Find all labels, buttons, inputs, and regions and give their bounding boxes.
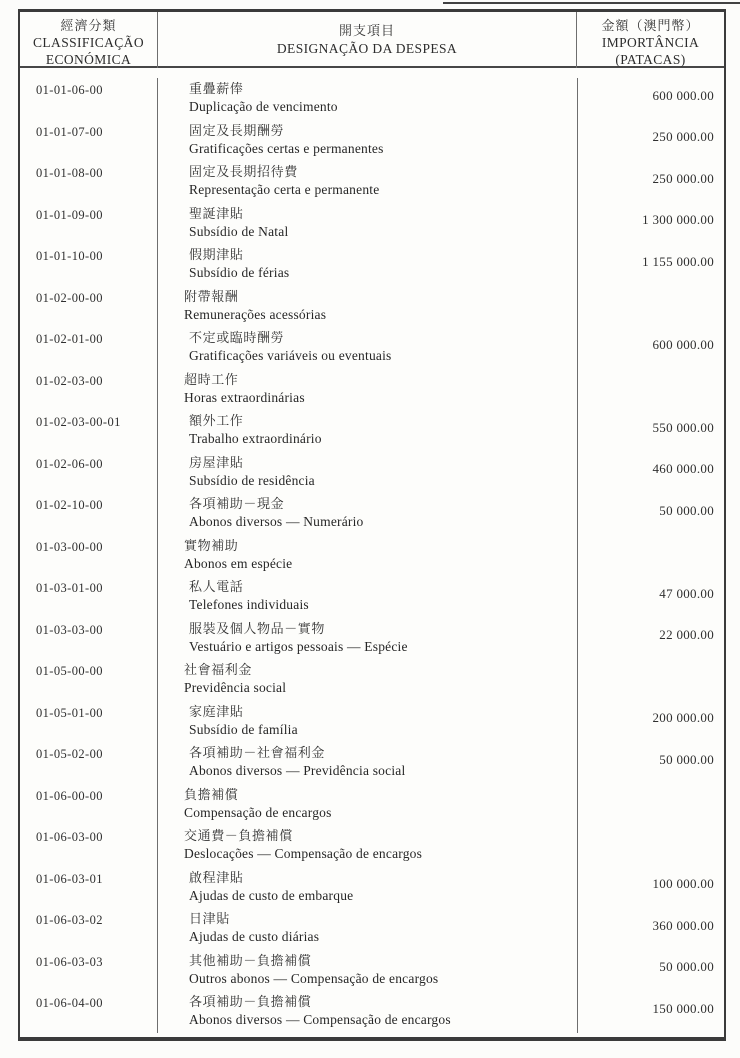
- table-row: [20, 784, 724, 826]
- designation-portuguese: Remunerações acessórias: [184, 306, 327, 322]
- designation-portuguese: Ajudas de custo de embarque: [189, 887, 354, 903]
- table-row: [20, 493, 724, 535]
- expense-designation: [157, 991, 577, 1033]
- classification-code: 01-06-03-02: [36, 913, 103, 927]
- designation-chinese: 日津貼: [189, 911, 230, 926]
- designation-portuguese: Trabalho extraordinário: [189, 431, 322, 446]
- classification-code: 01-02-06-00: [36, 456, 103, 471]
- header-col2-zh: 開支項目: [338, 23, 395, 38]
- amount-value: 460 000.00: [577, 452, 724, 494]
- designation-chinese: 不定或臨時酬勞: [189, 330, 285, 345]
- header-col1-pt-line2: ECONÓMICA: [45, 52, 132, 67]
- designation-portuguese: Subsídio de família: [189, 721, 298, 737]
- designation-chinese: 固定及長期招待費: [189, 164, 298, 179]
- designation-chinese: 額外工作: [189, 413, 244, 428]
- table-row: [20, 535, 724, 577]
- table-row: [20, 950, 724, 992]
- amount-value: 150 000.00: [577, 991, 724, 1033]
- expense-designation: [157, 742, 577, 784]
- designation-chinese: 房屋津貼: [189, 454, 244, 470]
- classification-code: 01-06-04-00: [36, 996, 103, 1010]
- amount-value: 50 000.00: [577, 742, 724, 784]
- designation-chinese: 各項補助－負擔補償: [189, 994, 312, 1009]
- amount-value: 600 000.00: [577, 327, 724, 369]
- designation-portuguese: Abonos em espécie: [184, 555, 293, 571]
- expense-designation: [157, 161, 577, 203]
- table-row: [20, 908, 724, 950]
- amount-value: 360 000.00: [577, 908, 724, 950]
- expense-designation: [157, 369, 577, 411]
- designation-chinese: 私人電話: [189, 579, 244, 594]
- classification-code: 01-03-00-00: [36, 539, 103, 554]
- designation-portuguese: Previdência social: [184, 680, 287, 695]
- classification-code: 01-01-08-00: [36, 166, 103, 180]
- amount-value: 250 000.00: [577, 161, 724, 203]
- header-col1-pt-line1: CLASSIFICAÇÃO: [33, 35, 144, 50]
- expense-designation: [157, 78, 577, 120]
- amount-value: 50 000.00: [577, 493, 724, 535]
- designation-chinese: 重疊薪俸: [189, 81, 244, 96]
- table-row: [20, 286, 724, 328]
- amount-value: 550 000.00: [577, 410, 724, 452]
- classification-code: 01-01-06-00: [36, 83, 103, 97]
- expense-designation: [157, 576, 577, 618]
- expense-designation: [157, 410, 577, 452]
- designation-chinese: 家庭津貼: [189, 703, 244, 719]
- table-row: [20, 120, 724, 162]
- designation-portuguese: Subsídio de férias: [189, 265, 290, 280]
- header-col3-zh: 金額（澳門幣）: [601, 18, 700, 33]
- amount-value: [577, 286, 724, 328]
- amount-value: 250 000.00: [577, 120, 724, 162]
- classification-code: 01-03-03-00: [36, 622, 103, 637]
- classification-code: 01-06-00-00: [36, 788, 103, 803]
- amount-value: [577, 784, 724, 826]
- classification-code: 01-06-03-01: [36, 871, 103, 886]
- designation-portuguese: Horas extraordinárias: [184, 389, 305, 405]
- designation-portuguese: Compensação de encargos: [184, 804, 332, 820]
- designation-portuguese: Gratificações variáveis ou eventuais: [189, 348, 392, 363]
- designation-portuguese: Subsídio de Natal: [189, 223, 289, 239]
- header-col3-pt-line1: IMPORTÂNCIA: [601, 35, 700, 50]
- expense-designation: [157, 950, 577, 992]
- expense-designation: [157, 203, 577, 245]
- classification-code: 01-02-03-00-01: [36, 415, 121, 429]
- designation-chinese: 服裝及個人物品－實物: [189, 620, 326, 636]
- designation-portuguese: Abonos diversos — Compensação de encargos: [189, 1012, 451, 1027]
- designation-portuguese: Abonos diversos — Numerário: [189, 514, 364, 529]
- designation-portuguese: Vestuário e artigos pessoais — Espécie: [189, 638, 408, 654]
- budget-table: [18, 9, 726, 1041]
- amount-value: [577, 825, 724, 867]
- amount-value: [577, 535, 724, 577]
- classification-code: 01-05-00-00: [36, 664, 103, 678]
- classification-code: 01-02-03-00: [36, 373, 103, 388]
- table-row: [20, 327, 724, 369]
- header-classification-economica: [20, 12, 157, 68]
- classification-code: 01-06-03-03: [36, 954, 103, 969]
- designation-chinese: 聖誕津貼: [189, 205, 244, 221]
- amount-value: 47 000.00: [577, 576, 724, 618]
- expense-designation: [157, 825, 577, 867]
- table-row: [20, 867, 724, 909]
- table-row: [20, 410, 724, 452]
- table-row: [20, 203, 724, 245]
- table-row: [20, 369, 724, 411]
- expense-designation: [157, 618, 577, 660]
- classification-code: 01-05-01-00: [36, 705, 103, 720]
- designation-portuguese: Outros abonos — Compensação de encargos: [189, 970, 439, 986]
- designation-chinese: 附帶報酬: [184, 288, 239, 304]
- table-row: [20, 991, 724, 1033]
- designation-chinese: 社會福利金: [184, 662, 253, 677]
- table-row: [20, 576, 724, 618]
- designation-chinese: 負擔補償: [184, 786, 239, 802]
- classification-code: 01-02-01-00: [36, 332, 103, 346]
- table-row: [20, 618, 724, 660]
- expense-designation: [157, 908, 577, 950]
- amount-value: 200 000.00: [577, 701, 724, 743]
- designation-portuguese: Subsídio de residência: [189, 472, 315, 488]
- header-col1-zh: 經濟分類: [60, 18, 117, 33]
- classification-code: 01-06-03-00: [36, 830, 103, 844]
- designation-portuguese: Gratificações certas e permanentes: [189, 140, 384, 156]
- table-row: [20, 659, 724, 701]
- expense-designation: [157, 286, 577, 328]
- designation-chinese: 實物補助: [184, 537, 239, 553]
- classification-code: 01-05-02-00: [36, 747, 103, 761]
- designation-portuguese: Duplicação de vencimento: [189, 99, 338, 114]
- table-row: [20, 742, 724, 784]
- designation-portuguese: Abonos diversos — Previdência social: [189, 763, 406, 778]
- table-row: [20, 244, 724, 286]
- header-importancia-patacas: [577, 12, 724, 68]
- table-row: [20, 452, 724, 494]
- table-header-row: [20, 12, 724, 68]
- table-row: [20, 78, 724, 120]
- expense-designation: [157, 452, 577, 494]
- designation-chinese: 各項補助－現金: [189, 496, 285, 511]
- expense-designation: [157, 535, 577, 577]
- designation-portuguese: Ajudas de custo diárias: [189, 929, 320, 944]
- designation-chinese: 其他補助－負擔補償: [189, 952, 312, 968]
- classification-code: 01-03-01-00: [36, 581, 103, 595]
- designation-portuguese: Deslocações — Compensação de encargos: [184, 846, 423, 861]
- classification-code: 01-02-10-00: [36, 498, 103, 512]
- expense-designation: [157, 659, 577, 701]
- amount-value: [577, 369, 724, 411]
- designation-chinese: 假期津貼: [189, 247, 244, 262]
- expense-designation: [157, 701, 577, 743]
- classification-code: 01-01-09-00: [36, 207, 103, 222]
- expense-designation: [157, 867, 577, 909]
- classification-code: 01-02-00-00: [36, 290, 103, 305]
- amount-value: 100 000.00: [577, 867, 724, 909]
- expense-designation: [157, 244, 577, 286]
- designation-chinese: 超時工作: [184, 371, 239, 387]
- table-body: [20, 68, 724, 1037]
- expense-designation: [157, 784, 577, 826]
- header-col3-pt-line2: (PATACAS): [615, 52, 686, 67]
- designation-chinese: 各項補助－社會福利金: [189, 745, 326, 760]
- designation-chinese: 固定及長期酬勞: [189, 122, 285, 138]
- amount-value: 22 000.00: [577, 618, 724, 660]
- header-designacao-despesa: [157, 12, 577, 68]
- designation-portuguese: Telefones individuais: [189, 597, 309, 612]
- amount-value: 1 300 000.00: [577, 203, 724, 245]
- scan-edge-line: [443, 2, 740, 4]
- classification-code: 01-01-10-00: [36, 249, 103, 263]
- expense-designation: [157, 327, 577, 369]
- designation-chinese: 交通費－負擔補償: [184, 828, 293, 843]
- amount-value: [577, 659, 724, 701]
- designation-portuguese: Representação certa e permanente: [189, 182, 380, 197]
- expense-designation: [157, 493, 577, 535]
- amount-value: 50 000.00: [577, 950, 724, 992]
- amount-value: 1 155 000.00: [577, 244, 724, 286]
- table-row: [20, 161, 724, 203]
- table-row: [20, 701, 724, 743]
- expense-designation: [157, 120, 577, 162]
- table-row: [20, 825, 724, 867]
- amount-value: 600 000.00: [577, 78, 724, 120]
- classification-code: 01-01-07-00: [36, 124, 103, 139]
- header-col2-pt: DESIGNAÇÃO DA DESPESA: [276, 41, 458, 56]
- designation-chinese: 啟程津貼: [189, 869, 244, 885]
